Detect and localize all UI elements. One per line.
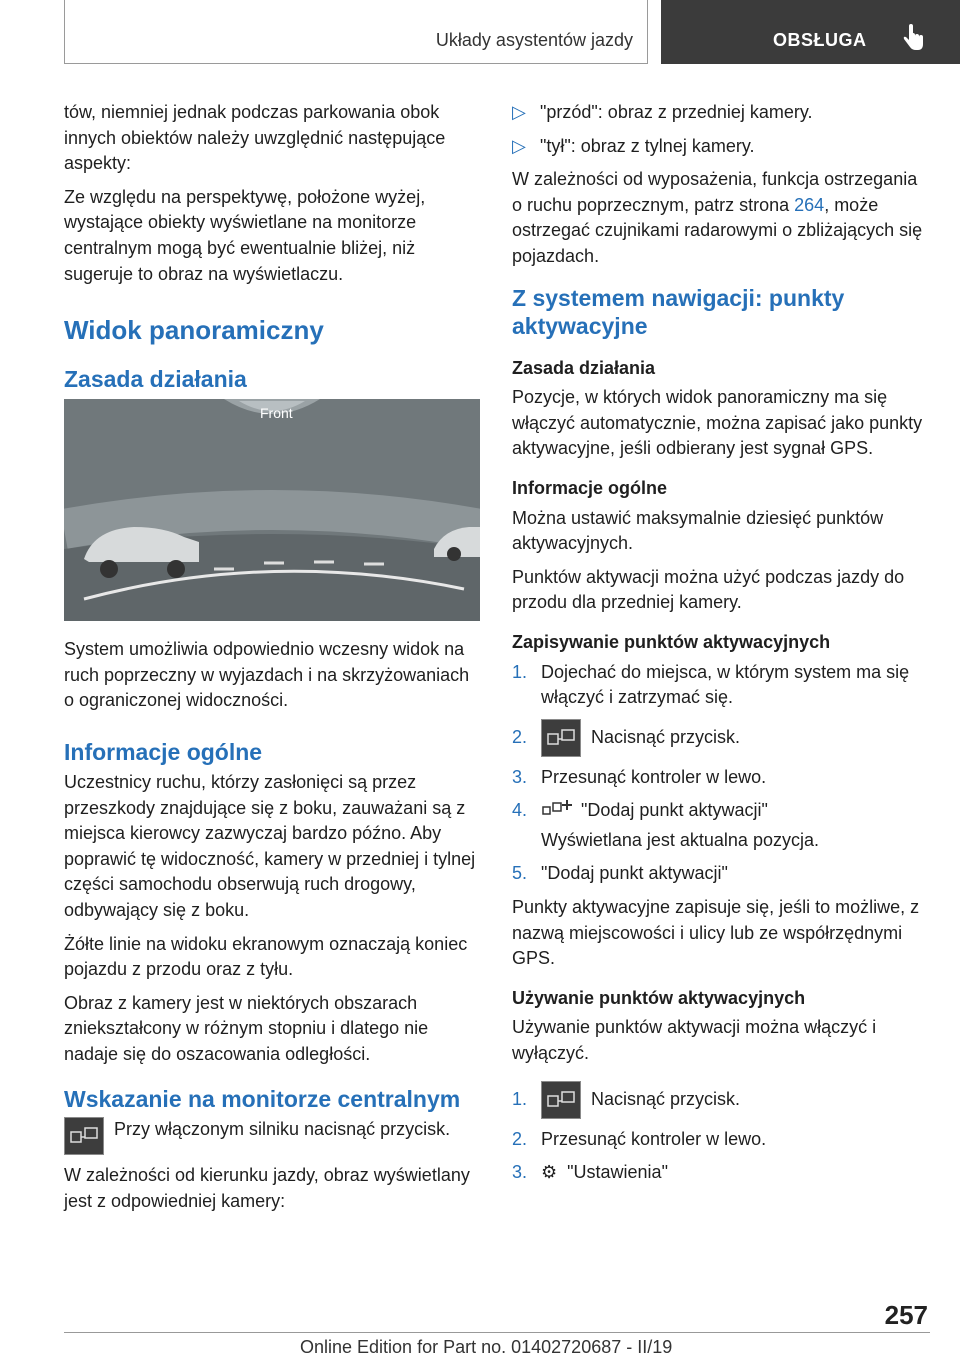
step	[512, 861, 928, 887]
text: W zależności od wyposażenia, funkcja ostrzegania o ruchu poprzecznym, patrz strona	[512, 169, 918, 215]
page-header	[64, 0, 960, 64]
heading-principle: Zasada działania	[64, 366, 247, 393]
panorama-view-figure	[64, 399, 480, 621]
camera-button-icon	[541, 719, 581, 757]
add-activation-point-icon	[541, 798, 573, 820]
chapter-title: OBSŁUGA	[773, 30, 867, 50]
paragraph: Używanie punktów aktywacji można włączyć i wyłączyć.	[512, 1017, 877, 1064]
right-column	[512, 100, 928, 1194]
footer-divider	[64, 1332, 930, 1333]
paragraph: Punkty aktywacyjne zapisuje się, jeśli to możliwe, z nazwą miejscowości i ulicy lub ze współrzędnymi GPS.	[512, 897, 920, 969]
camera-button-icon	[64, 1117, 104, 1155]
list-item	[512, 134, 928, 160]
step	[512, 719, 928, 757]
step-number: 3.	[512, 1162, 528, 1183]
step-text: Przesunąć kontroler w lewo.	[541, 766, 767, 787]
step-text: "Dodaj punkt aktywacji"	[541, 863, 728, 884]
step	[512, 798, 928, 824]
step	[512, 660, 928, 711]
step	[512, 1160, 928, 1186]
triangle-bullet-icon: ▷	[512, 102, 526, 122]
list-item-text: "tył": obraz z tylnej kamery.	[540, 135, 755, 156]
heading-central-monitor: Wskazanie na monitorze centralnym	[64, 1086, 461, 1113]
section-title: Układy asystentów jazdy	[435, 30, 633, 50]
heading-panorama: Widok panoramiczny	[64, 315, 324, 346]
triangle-bullet-icon: ▷	[512, 135, 526, 156]
section-box	[64, 0, 648, 64]
step-text: "Dodaj punkt aktywacji"	[581, 800, 768, 821]
paragraph: Ze względu na perspektywę, położone wyżej, wystające obiekty wyświetlane na monitorze centralnym mogą być ewentualnie bliżej, niż sugeruje to obraz na wyświetlaczu.	[64, 186, 426, 284]
subheading-principle: Zasada działania	[512, 357, 656, 378]
hand-pointer-icon	[901, 24, 925, 52]
paragraph: Uczestnicy ruchu, którzy zasłonięci są przez przeszkody znajdujące się z boku, zauważani są z miejsca kierowcy zazwyczaj bardzo późno. Aby poprawić tę widoczność, kamery w przedniej i tylnej części samochodu obserwują ruch drogowy, odbywający się z boku.	[64, 771, 476, 920]
step-number: 5.	[512, 863, 528, 884]
paragraph: Można ustawić maksymalnie dziesięć punktów aktywacyjnych.	[512, 507, 884, 554]
paragraph: Punktów aktywacji można użyć podczas jazdy do przodu dla przedniej kamery.	[512, 566, 905, 613]
step	[512, 1081, 928, 1119]
subheading-saving: Zapisywanie punktów aktywacyjnych	[512, 631, 831, 652]
heading-general-info: Informacje ogólne	[64, 738, 263, 765]
paragraph	[512, 167, 928, 269]
text: , może ostrzegać czujnikami radarowymi o zbliżających się pojazdach.	[512, 194, 923, 266]
step-number: 3.	[512, 766, 528, 787]
paragraph: W zależności od kierunku jazdy, obraz wyświetlany jest z odpowiedniej kamery:	[64, 1165, 470, 1212]
step	[512, 1127, 928, 1153]
paragraph: System umożliwia odpowiednio wczesny widok na ruch poprzeczny w wyjazdach i na skrzyżowaniach o ograniczonej widoczności.	[64, 639, 470, 711]
chapter-tab	[661, 0, 960, 64]
paragraph: Obraz z kamery jest w niektórych obszarach zniekształcony w różnym stopniu i dlatego nie nadaje się do oszacowania odległości.	[64, 992, 429, 1064]
step-text: "Ustawienia"	[567, 1162, 668, 1183]
subheading-general-info: Informacje ogólne	[512, 477, 668, 498]
button-instruction	[64, 1117, 480, 1155]
panorama-illustration	[64, 399, 480, 621]
paragraph: Przy włączonym silniku nacisnąć przycisk.	[114, 1119, 451, 1140]
heading-navigation: Z systemem nawigacji: punkty aktywacyjne	[512, 284, 845, 339]
step-number: 2.	[512, 1128, 528, 1149]
page-number: 257	[884, 1300, 928, 1330]
edition-text: Online Edition for Part no. 01402720687 - II/19	[300, 1337, 673, 1357]
front-label: Front	[260, 405, 293, 422]
step-text: Nacisnąć przycisk.	[591, 1088, 741, 1109]
step-number: 1.	[512, 1088, 528, 1109]
subheading-using: Używanie punktów aktywacyjnych	[512, 987, 806, 1008]
step-text: Przesunąć kontroler w lewo.	[541, 1128, 767, 1149]
paragraph: Żółte linie na widoku ekranowym oznaczają koniec pojazdu z przodu oraz z tyłu.	[64, 933, 468, 980]
gear-icon: ⚙	[541, 1162, 558, 1183]
left-column	[64, 100, 480, 1223]
list-item-text: "przód": obraz z przedniej kamery.	[540, 102, 813, 122]
page-link[interactable]: 264	[794, 194, 825, 215]
step-number: 4.	[512, 800, 528, 821]
step-note: Wyświetlana jest aktualna pozycja.	[541, 829, 819, 850]
camera-button-icon	[541, 1081, 581, 1119]
step-number: 1.	[512, 661, 528, 682]
step-number: 2.	[512, 726, 528, 747]
step-text: Dojechać do miejsca, w którym system ma się włączyć i zatrzymać się.	[541, 661, 910, 708]
paragraph: Pozycje, w których widok panoramiczny ma się włączyć automatycznie, można zapisać jako punkty aktywacyjne, jeśli odbierany jest sygnał GPS.	[512, 387, 923, 459]
step-text: Nacisnąć przycisk.	[591, 726, 741, 747]
list-item	[512, 100, 928, 126]
paragraph: tów, niemniej jednak podczas parkowania obok innych obiektów należy uwzględnić następujące aspekty:	[64, 102, 446, 174]
step	[512, 765, 928, 791]
